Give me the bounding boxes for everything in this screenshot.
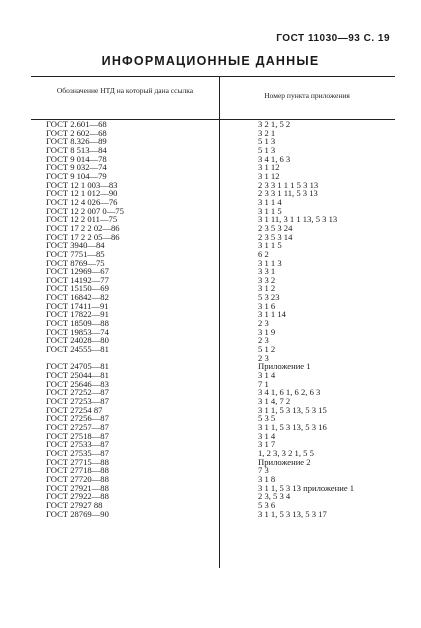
clause-reference: 3 1 8 (258, 473, 276, 484)
ntd-designation: ГОСТ 27254 87 (46, 404, 103, 415)
clause-reference: 3 1 11, 3 1 1 13, 5 3 13 (258, 214, 338, 225)
ntd-designation: ГОСТ 27518—87 (46, 430, 109, 441)
clause-reference: 2 3 5 3 14 (258, 231, 293, 242)
ntd-designation: ГОСТ 12 4 026—76 (46, 196, 118, 207)
clause-reference: 5 3 6 (258, 499, 276, 510)
ntd-designation: ГОСТ 28769—90 (46, 508, 109, 519)
ntd-designation: ГОСТ 27256—87 (46, 413, 109, 424)
ntd-designation: ГОСТ 27252—87 (46, 387, 109, 398)
clause-reference: 3 1 1, 5 3 13, 5 3 17 (258, 508, 327, 519)
clause-reference: 5 1 3 (258, 136, 276, 147)
clause-reference: 2 3 3 1 1 1 5 3 13 (258, 179, 319, 190)
ntd-designation: ГОСТ 27922—88 (46, 491, 109, 502)
clause-reference: 3 4 1, 6 3 (258, 153, 291, 164)
ntd-designation: ГОСТ 9 104—79 (46, 170, 107, 181)
clause-reference: 2 3, 5 3 4 (258, 491, 291, 502)
ntd-designation: ГОСТ 24028—80 (46, 335, 109, 346)
ntd-designation: ГОСТ 27533—87 (46, 439, 109, 450)
ntd-designation: ГОСТ 17411—91 (46, 300, 109, 311)
clause-reference: 3 3 1 (258, 266, 276, 277)
clause-reference: 3 1 4 (258, 370, 276, 381)
ntd-designation: ГОСТ 19853—74 (46, 326, 109, 337)
ntd-designation: ГОСТ 2 602—68 (46, 127, 107, 138)
clause-reference: 3 1 6 (258, 300, 276, 311)
ntd-designation: ГОСТ 18509—88 (46, 318, 109, 329)
ntd-designation: ГОСТ 12 2 007 0—75 (46, 205, 124, 216)
ntd-designation: ГОСТ 16842—82 (46, 292, 109, 303)
clause-reference: 2 3 (258, 318, 269, 329)
page-header: ГОСТ 11030—93 С. 19 (276, 33, 390, 44)
ntd-designation: ГОСТ 2.601—68 (46, 119, 107, 129)
table-row (0, 345, 421, 354)
ntd-designation: ГОСТ 17 2 2 05—86 (46, 231, 120, 242)
ntd-designation: ГОСТ 8 513—84 (46, 144, 107, 155)
clause-reference: 5 3 5 (258, 413, 276, 424)
clause-reference: 3 1 4 (258, 430, 276, 441)
clause-reference: 3 1 4, 7 2 (258, 396, 291, 406)
clause-reference: 3 1 1, 5 3 13, 5 3 16 (258, 421, 327, 432)
ntd-designation: ГОСТ 12 2 011—75 (46, 214, 118, 225)
ntd-designation: ГОСТ 12 1 003—83 (46, 179, 118, 190)
clause-reference: 5 1 2 (258, 344, 276, 355)
ntd-designation: ГОСТ 27535—87 (46, 447, 109, 458)
clause-reference: 3 1 9 (258, 326, 276, 337)
clause-reference: 3 1 2 (258, 283, 276, 294)
ntd-designation: ГОСТ 27720—88 (46, 473, 109, 484)
clause-reference: 3 1 12 (258, 170, 280, 181)
clause-reference: 3 3 2 (258, 274, 276, 285)
table-body (0, 120, 421, 518)
ntd-designation: ГОСТ 27257—87 (46, 421, 109, 432)
clause-reference: 2 3 (258, 335, 269, 346)
ntd-designation: ГОСТ 27715—88 (46, 456, 109, 467)
clause-reference: 3 2 1, 5 2 (258, 119, 291, 129)
clause-reference: 2 3 (258, 352, 269, 363)
ntd-designation: ГОСТ 9 014—78 (46, 153, 107, 164)
ntd-designation: ГОСТ 27921—88 (46, 482, 109, 493)
clause-reference: 3 1 1 5 (258, 205, 282, 216)
ntd-designation: ГОСТ 27927 88 (46, 499, 103, 510)
clause-reference: 5 3 23 (258, 292, 280, 303)
column-divider (219, 77, 220, 119)
clause-reference: 3 1 1 3 (258, 257, 282, 268)
clause-reference: 3 1 1, 5 3 13, 5 3 15 (258, 404, 327, 415)
ntd-designation: ГОСТ 12969—67 (46, 266, 109, 277)
clause-reference: 5 1 3 (258, 144, 276, 155)
clause-reference: 3 1 1 14 (258, 309, 286, 320)
clause-reference: 3 2 1 (258, 127, 276, 138)
clause-reference: Приложение 1 (258, 361, 311, 372)
ntd-designation: ГОСТ 3940—84 (46, 240, 105, 251)
clause-reference: 1, 2 3, 3 2 1, 5 5 (258, 447, 314, 458)
ntd-designation: ГОСТ 8769—75 (46, 257, 105, 268)
ntd-designation: ГОСТ 12 1 012—90 (46, 188, 118, 199)
ntd-designation: ГОСТ 17822—91 (46, 309, 109, 320)
clause-reference: 7 3 (258, 465, 269, 476)
table-row (0, 510, 421, 519)
clause-reference: 3 4 1, 6 1, 6 2, 6 3 (258, 387, 321, 398)
ntd-designation: ГОСТ 24705—81 (46, 361, 109, 372)
clause-reference: 6 2 (258, 248, 269, 259)
page-title: ИНФОРМАЦИОННЫЕ ДАННЫЕ (101, 54, 320, 68)
clause-reference: 3 1 1 4 (258, 196, 282, 207)
ntd-designation: ГОСТ 15150—69 (46, 283, 109, 294)
ntd-designation: ГОСТ 24555—81 (46, 344, 109, 355)
clause-reference: 3 1 1 5 (258, 240, 282, 251)
clause-reference: 3 1 1, 5 3 13 приложение 1 (258, 482, 355, 493)
ntd-designation: ГОСТ 8.326—89 (46, 136, 107, 147)
column-header-ref: Номер пункта приложения (264, 91, 350, 100)
ntd-designation: ГОСТ 9 032—74 (46, 162, 107, 173)
clause-reference: 2 3 3 1 11, 5 3 13 (258, 188, 318, 199)
clause-reference: 7 1 (258, 378, 269, 389)
clause-reference: 3 1 12 (258, 162, 280, 173)
clause-reference: 2 3 5 3 24 (258, 222, 293, 233)
ntd-designation: ГОСТ 27253—87 (46, 396, 109, 406)
ntd-designation: ГОСТ 17 2 2 02—86 (46, 222, 120, 233)
ntd-designation: ГОСТ 25646—83 (46, 378, 109, 389)
ntd-designation: ГОСТ 14192—77 (46, 274, 109, 285)
ntd-designation: ГОСТ 27718—88 (46, 465, 109, 476)
ntd-designation: ГОСТ 25044—81 (46, 370, 109, 381)
clause-reference: Приложение 2 (258, 456, 311, 467)
column-header-ntd: Обозначение НТД на который дана ссылка (56, 86, 194, 95)
ntd-designation: ГОСТ 7751—85 (46, 248, 105, 259)
table-header (31, 76, 395, 120)
clause-reference: 3 1 7 (258, 439, 276, 450)
